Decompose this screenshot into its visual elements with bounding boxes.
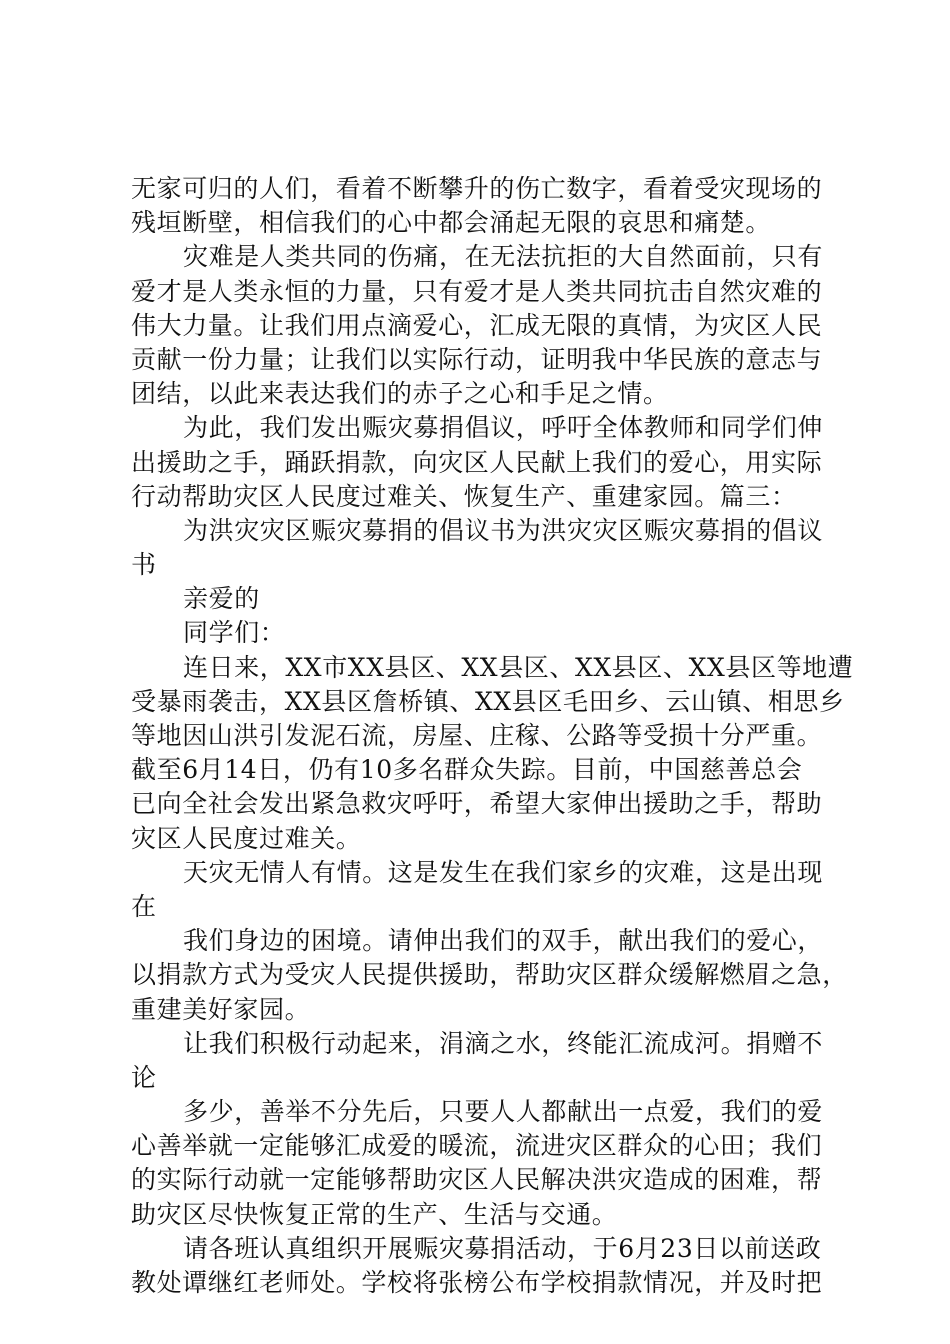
document-body: [131, 172, 854, 1300]
text-line: 截至6月14日，仍有10多名群众失踪。目前，中国慈善总会: [131, 755, 803, 785]
text-line: 书: [131, 550, 157, 580]
text-line: 亲爱的: [183, 584, 260, 614]
text-line: 助灾区尽快恢复正常的生产、生活与交通。: [131, 1199, 618, 1229]
text-line: 让我们积极行动起来，涓滴之水，终能汇流成河。捐赠不: [183, 1028, 824, 1058]
text-line: 为洪灾灾区赈灾募捐的倡议书为洪灾灾区赈灾募捐的倡议: [183, 515, 824, 545]
text-line: 论: [131, 1062, 157, 1092]
text-line: 请各班认真组织开展赈灾募捐活动，于6月23日以前送政: [183, 1233, 822, 1263]
text-line: 残垣断壁，相信我们的心中都会涌起无限的哀思和痛楚。: [131, 208, 772, 238]
text-line: 天灾无情人有情。这是发生在我们家乡的灾难，这是出现: [183, 857, 824, 887]
text-line: 灾难是人类共同的伤痛，在无法抗拒的大自然面前，只有: [183, 242, 824, 272]
text-line: 的实际行动就一定能够帮助灾区人民解决洪灾造成的困难，帮: [131, 1165, 823, 1195]
text-line: 已向全社会发出紧急救灾呼吁，希望大家伸出援助之手，帮助: [131, 789, 823, 819]
text-line: 以捐款方式为受灾人民提供援助，帮助灾区群众缓解燃眉之急，: [131, 960, 848, 990]
text-line: 贡献一份力量；让我们以实际行动，证明我中华民族的意志与: [131, 344, 823, 374]
text-line: 行动帮助灾区人民度过难关、恢复生产、重建家园。篇三：: [131, 481, 797, 511]
text-line: 等地因山洪引发泥石流，房屋、庄稼、公路等受损十分严重。: [131, 721, 823, 750]
text-line: 我们身边的困境。请伸出我们的双手，献出我们的爱心，: [183, 926, 824, 956]
text-line: 同学们：: [183, 618, 286, 648]
text-line: 为此，我们发出赈灾募捐倡议，呼吁全体教师和同学们伸: [183, 413, 824, 443]
text-line: 在: [131, 891, 157, 921]
text-line: 伟大力量。让我们用点滴爱心，汇成无限的真情，为灾区人民: [131, 310, 823, 340]
text-line: 心善举就一定能够汇成爱的暖流，流进灾区群众的心田；我们: [131, 1131, 823, 1161]
text-line: 连日来，XX市XX县区、XX县区、XX县区、XX县区等地遭: [183, 652, 854, 682]
text-line: 多少，善举不分先后，只要人人都献出一点爱，我们的爱: [183, 1097, 824, 1127]
text-line: 教处谭继红老师处。学校将张榜公布学校捐款情况，并及时把: [131, 1268, 823, 1297]
text-line: 重建美好家园。: [131, 994, 311, 1024]
text-line: 无家可归的人们，看着不断攀升的伤亡数字，看着受灾现场的: [131, 174, 823, 203]
text-line: 出援助之手，踊跃捐款，向灾区人民献上我们的爱心，用实际: [131, 447, 823, 477]
text-line: 灾区人民度过难关。: [131, 823, 362, 853]
text-line: 团结，以此来表达我们的赤子之心和手足之情。: [131, 379, 669, 409]
text-line: 受暴雨袭击，XX县区詹桥镇、XX县区毛田乡、云山镇、相思乡: [131, 686, 845, 716]
text-line: 爱才是人类永恒的力量，只有爱才是人类共同抗击自然灾难的: [131, 276, 823, 306]
